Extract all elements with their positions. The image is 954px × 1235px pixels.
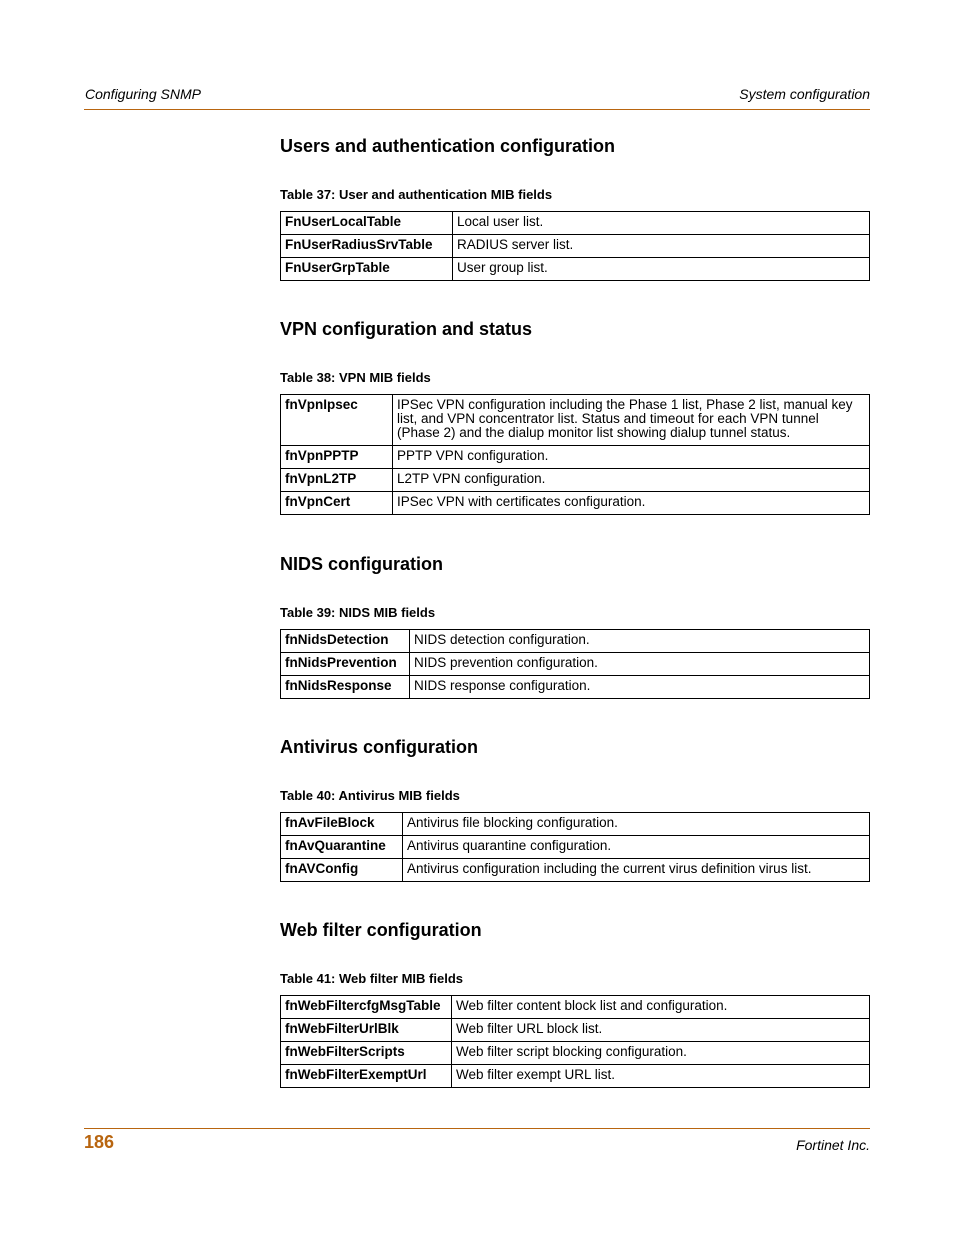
header-rule bbox=[84, 109, 870, 110]
mib-field-description: Web filter exempt URL list. bbox=[452, 1065, 870, 1088]
mib-field-name: FnUserGrpTable bbox=[281, 258, 453, 281]
footer-rule bbox=[84, 1128, 870, 1129]
section-heading: VPN configuration and status bbox=[280, 319, 533, 339]
mib-field-name: fnAvQuarantine bbox=[281, 836, 403, 859]
table-row bbox=[281, 212, 870, 235]
mib-field-description: L2TP VPN configuration. bbox=[393, 469, 870, 492]
table-row bbox=[281, 676, 870, 699]
mib-field-description: IPSec VPN configuration including the Phase 1 list, Phase 2 list, manual key list, and VPN concentrator list. Status and timeout for each VPN tunnel (Phase 2) and the dialup monitor list showing dialup tunnel status. bbox=[393, 395, 870, 446]
mib-field-description: NIDS prevention configuration. bbox=[410, 653, 870, 676]
mib-field-name: FnUserRadiusSrvTable bbox=[281, 235, 453, 258]
table-caption: Table 41: Web filter MIB fields bbox=[280, 971, 463, 986]
mib-field-name: fnNidsResponse bbox=[281, 676, 410, 699]
section-nids bbox=[280, 553, 870, 693]
table-row bbox=[281, 469, 870, 492]
mib-field-name: fnVpnIpsec bbox=[281, 395, 393, 446]
table-row bbox=[281, 235, 870, 258]
section-users-auth bbox=[280, 135, 870, 275]
mib-field-description: Antivirus file blocking configuration. bbox=[403, 813, 870, 836]
mib-table bbox=[280, 211, 870, 281]
mib-field-description: PPTP VPN configuration. bbox=[393, 446, 870, 469]
mib-field-description: RADIUS server list. bbox=[453, 235, 870, 258]
table-row bbox=[281, 446, 870, 469]
mib-field-description: Web filter script blocking configuration. bbox=[452, 1042, 870, 1065]
table-caption: Table 40: Antivirus MIB fields bbox=[280, 788, 460, 803]
running-header-left: Configuring SNMP bbox=[85, 86, 201, 102]
mib-field-name: fnNidsDetection bbox=[281, 630, 410, 653]
mib-table bbox=[280, 995, 870, 1088]
section-heading: NIDS configuration bbox=[280, 554, 443, 574]
mib-field-name: fnWebFilterUrlBlk bbox=[281, 1019, 452, 1042]
mib-field-description: NIDS response configuration. bbox=[410, 676, 870, 699]
section-heading: Web filter configuration bbox=[280, 920, 482, 940]
table-row bbox=[281, 859, 870, 882]
mib-field-description: Antivirus configuration including the current virus definition virus list. bbox=[403, 859, 870, 882]
mib-table bbox=[280, 812, 870, 882]
section-antivirus bbox=[280, 736, 870, 876]
table-row bbox=[281, 996, 870, 1019]
table-row bbox=[281, 836, 870, 859]
table-caption: Table 37: User and authentication MIB fields bbox=[280, 187, 553, 202]
table-row bbox=[281, 1065, 870, 1088]
table-row bbox=[281, 1042, 870, 1065]
section-web-filter bbox=[280, 919, 870, 1082]
mib-field-description: Web filter URL block list. bbox=[452, 1019, 870, 1042]
mib-field-description: NIDS detection configuration. bbox=[410, 630, 870, 653]
mib-field-description: IPSec VPN with certificates configuration. bbox=[393, 492, 870, 515]
section-vpn bbox=[280, 318, 870, 509]
mib-field-name: fnWebFilterExemptUrl bbox=[281, 1065, 452, 1088]
mib-field-name: fnVpnL2TP bbox=[281, 469, 393, 492]
mib-table bbox=[280, 394, 870, 515]
mib-field-description: Antivirus quarantine configuration. bbox=[403, 836, 870, 859]
footer-company: Fortinet Inc. bbox=[796, 1137, 870, 1153]
mib-table bbox=[280, 629, 870, 699]
table-row bbox=[281, 395, 870, 446]
mib-field-description: Web filter content block list and configuration. bbox=[452, 996, 870, 1019]
section-heading: Users and authentication configuration bbox=[280, 136, 616, 156]
mib-field-name: fnNidsPrevention bbox=[281, 653, 410, 676]
table-row bbox=[281, 1019, 870, 1042]
mib-field-description: Local user list. bbox=[453, 212, 870, 235]
mib-field-name: fnWebFiltercfgMsgTable bbox=[281, 996, 452, 1019]
mib-field-name: fnAVConfig bbox=[281, 859, 403, 882]
table-row bbox=[281, 653, 870, 676]
table-row bbox=[281, 813, 870, 836]
table-row bbox=[281, 258, 870, 281]
table-row bbox=[281, 630, 870, 653]
page-number: 186 bbox=[84, 1132, 115, 1152]
running-header-right: System configuration bbox=[739, 86, 870, 102]
table-caption: Table 38: VPN MIB fields bbox=[280, 370, 431, 385]
mib-field-name: fnWebFilterScripts bbox=[281, 1042, 452, 1065]
mib-field-description: User group list. bbox=[453, 258, 870, 281]
section-heading: Antivirus configuration bbox=[280, 737, 478, 757]
table-caption: Table 39: NIDS MIB fields bbox=[280, 605, 436, 620]
mib-field-name: fnAvFileBlock bbox=[281, 813, 403, 836]
table-row bbox=[281, 492, 870, 515]
mib-field-name: FnUserLocalTable bbox=[281, 212, 453, 235]
mib-field-name: fnVpnPPTP bbox=[281, 446, 393, 469]
mib-field-name: fnVpnCert bbox=[281, 492, 393, 515]
